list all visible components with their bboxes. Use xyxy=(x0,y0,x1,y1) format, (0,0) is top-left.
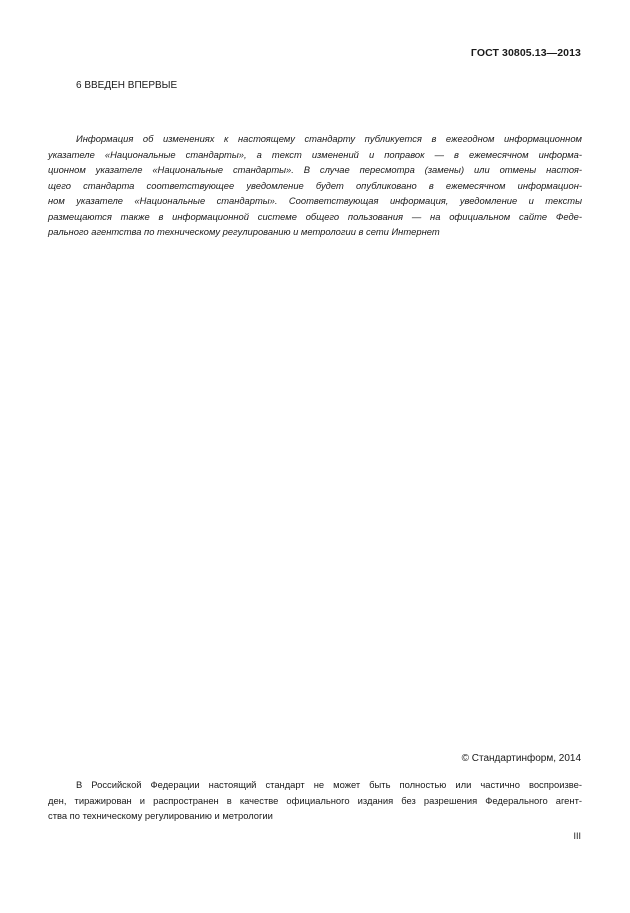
info-notice-line: указателе «Национальные стандарты», а текст изменений и поправок — в ежемесячном информа- xyxy=(48,148,582,160)
rights-notice-paragraph xyxy=(48,777,582,824)
page-number: III xyxy=(573,831,581,841)
rights-notice-line: ден, тиражирован и распространен в качестве официального издания без разрешения Федерального агент- xyxy=(48,794,582,806)
info-notice-line: размещаются также в информационной системе общего пользования — на официальном сайте Феде- xyxy=(48,210,582,222)
item-6-introduced-first: 6 ВВЕДЕН ВПЕРВЫЕ xyxy=(76,80,178,91)
info-notice-paragraph xyxy=(48,131,582,240)
rights-notice-line: В Российской Федерации настоящий стандарт не может быть полностью или частично воспроизве- xyxy=(76,779,582,790)
info-notice-line: щего стандарта соответствующее уведомление будет опубликовано в ежемесячном информацион- xyxy=(48,179,582,191)
info-notice-line: ционном указателе «Национальные стандарты». В случае пересмотра (замены) или отмены настоя- xyxy=(48,164,582,175)
rights-notice-line: ства по техническому регулированию и метрологии xyxy=(48,810,273,821)
info-notice-line: рального агентства по техническому регулированию и метрологии в сети Интернет xyxy=(48,226,440,237)
standard-number-header: ГОСТ 30805.13—2013 xyxy=(470,47,581,59)
info-notice-line: Информация об изменениях к настоящему стандарту публикуется в ежегодном информационном xyxy=(76,133,582,144)
info-notice-line: ном указателе «Национальные стандарты». Соответствующая информация, уведомление и тексты xyxy=(48,195,582,206)
copyright-notice: © Стандартинформ, 2014 xyxy=(461,753,581,764)
